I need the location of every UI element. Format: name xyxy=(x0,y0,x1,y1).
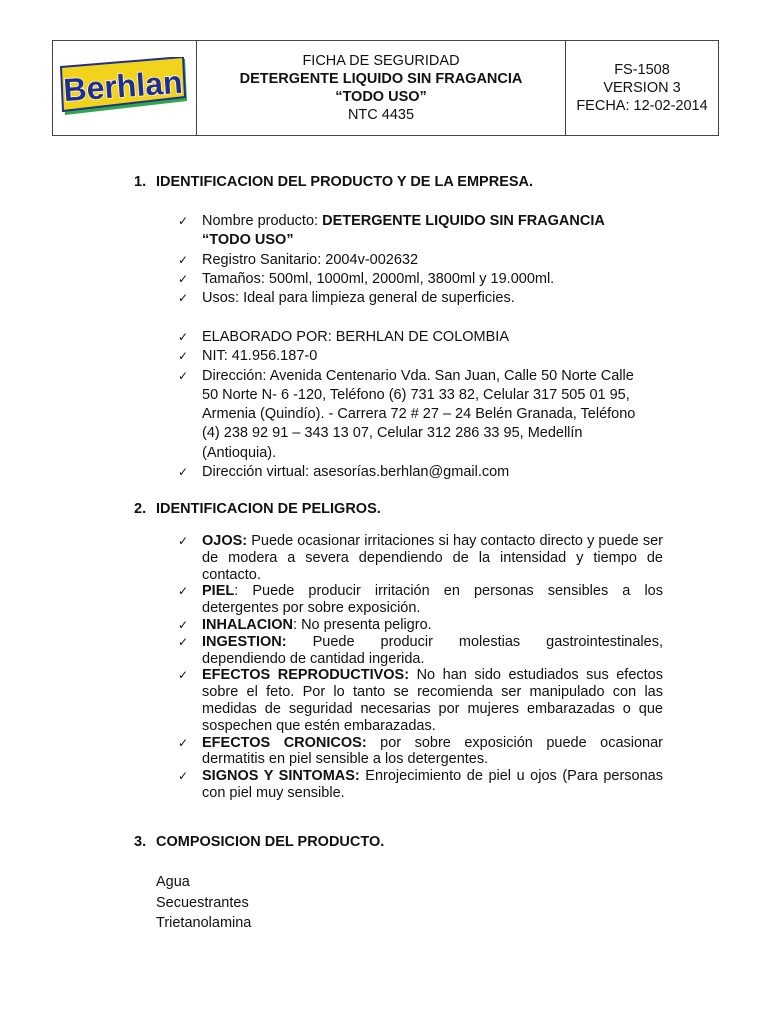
item-value-2: “TODO USO” xyxy=(202,232,294,249)
item-label: SIGNOS Y SINTOMAS: xyxy=(202,768,360,785)
section-1-list-b xyxy=(178,328,648,482)
list-item xyxy=(178,367,648,463)
item-text: Tamaños: 500ml, 1000ml, 2000ml, 3800ml y 19.000ml. xyxy=(202,270,555,287)
section-2-list xyxy=(178,533,663,802)
check-icon: ✓ xyxy=(178,349,189,364)
doc-type: FICHA DE SEGURIDAD xyxy=(302,53,460,69)
list-item xyxy=(178,533,663,583)
item-label: INHALACION xyxy=(202,616,294,633)
meta-cell xyxy=(566,41,718,135)
item-label: EFECTOS REPRODUCTIVOS: xyxy=(202,667,410,684)
list-item xyxy=(178,289,663,308)
list-item xyxy=(178,270,663,289)
list-item xyxy=(178,667,663,734)
section-number: 1. xyxy=(134,174,147,190)
section-title: IDENTIFICACION DEL PRODUCTO Y DE LA EMPRESA. xyxy=(156,174,534,190)
product-name: DETERGENTE LIQUIDO SIN FRAGANCIA xyxy=(239,71,523,87)
section-1-list-a xyxy=(178,212,663,308)
item-text: : No presenta peligro. xyxy=(293,616,432,633)
list-item xyxy=(178,768,663,802)
item-text: Dirección: Avenida Centenario Vda. San Juan, Calle 50 Norte Calle 50 Norte N- 6 -120, Teléfono (6) 731 33 82, Celular 317 505 01 95, Armenia (Quindío). - Carrera 72 # 27 – 24 Belén Granada, Teléfono (4) 238 92 91 – 343 13 07, Celular 312 286 33 95, Medellín (Antioquia). xyxy=(202,367,636,461)
check-icon: ✓ xyxy=(178,214,189,228)
item-text: Puede producir molestias gastrointestinales, dependiendo de cantidad ingerida. xyxy=(202,633,663,667)
list-item xyxy=(178,347,648,366)
item-text: por sobre exposición puede ocasionar dermatitis en piel sensible a los detergentes. xyxy=(202,734,664,768)
item-value: DETERGENTE LIQUIDO SIN FRAGANCIA xyxy=(322,213,605,229)
item-text: : Puede producir irritación en personas sensibles a los detergentes por sobre exposición. xyxy=(202,583,663,617)
section-number: 2. xyxy=(134,501,147,517)
header-table xyxy=(52,40,719,136)
norm-code: NTC 4435 xyxy=(347,107,415,123)
composition-item: Agua xyxy=(156,874,190,890)
item-text: Enrojecimiento de piel u ojos (Para personas con piel muy sensible. xyxy=(202,768,663,801)
list-item xyxy=(178,463,648,482)
list-item xyxy=(178,735,663,769)
list-item xyxy=(178,583,663,617)
composition-item: Trietanolamina xyxy=(156,915,252,931)
check-icon: ✓ xyxy=(178,330,189,344)
item-text: Dirección virtual: asesorías.berhlan@gmail.com xyxy=(202,464,510,481)
check-icon: ✓ xyxy=(178,465,189,480)
item-text: Puede ocasionar irritaciones si hay contacto directo y puede ser de modera a severa dependiendo de la intensidad y tiempo de contacto. xyxy=(202,533,663,583)
item-text: No han sido estudiados sus efectos sobre el feto. Por lo tanto se recomienda ser manipulado con las medidas de seguridad necesarias por mujeres embarazadas o que sospechen que estén embarazadas. xyxy=(202,667,663,734)
berhlan-logo xyxy=(59,57,191,119)
item-label: OJOS: xyxy=(202,533,248,549)
item-label: PIEL xyxy=(202,583,235,600)
logo-cell xyxy=(53,41,197,135)
composition-list xyxy=(156,872,251,934)
item-text: ELABORADO POR: BERHLAN DE COLOMBIA xyxy=(202,329,509,345)
list-item xyxy=(178,212,663,251)
date: FECHA: 12-02-2014 xyxy=(576,98,708,114)
list-item xyxy=(178,251,663,270)
check-icon: ✓ xyxy=(178,634,189,649)
item-text: Registro Sanitario: 2004v-002632 xyxy=(202,251,419,268)
check-icon: ✓ xyxy=(178,769,189,784)
item-label: Nombre producto: xyxy=(202,213,323,229)
section-title: COMPOSICION DEL PRODUCTO. xyxy=(156,834,385,850)
version: VERSION 3 xyxy=(603,80,681,96)
section-1-heading xyxy=(134,174,533,190)
check-icon: ✓ xyxy=(178,584,189,599)
composition-item: Secuestrantes xyxy=(156,894,249,911)
check-icon: ✓ xyxy=(178,271,189,286)
check-icon: ✓ xyxy=(178,617,189,632)
check-icon: ✓ xyxy=(178,534,189,548)
item-text: Usos: Ideal para limpieza general de superficies. xyxy=(202,290,515,307)
logo-text: Berhlan xyxy=(61,63,184,109)
list-item xyxy=(178,634,663,668)
item-label: INGESTION: xyxy=(202,633,287,650)
form-code: FS-1508 xyxy=(614,62,670,78)
product-subname: “TODO USO” xyxy=(335,89,427,105)
section-2-heading xyxy=(134,501,381,517)
check-icon: ✓ xyxy=(178,252,189,267)
item-label: EFECTOS CRONICOS: xyxy=(202,734,367,751)
check-icon: ✓ xyxy=(178,668,189,683)
check-icon: ✓ xyxy=(178,368,189,383)
list-item xyxy=(178,328,648,347)
check-icon: ✓ xyxy=(178,735,189,750)
section-number: 3. xyxy=(134,834,147,850)
list-item xyxy=(178,617,663,634)
check-icon: ✓ xyxy=(178,291,189,306)
section-3-heading xyxy=(134,834,384,850)
item-text: NIT: 41.956.187-0 xyxy=(202,348,318,365)
section-title: IDENTIFICACION DE PELIGROS. xyxy=(156,501,381,517)
title-cell xyxy=(197,41,566,135)
